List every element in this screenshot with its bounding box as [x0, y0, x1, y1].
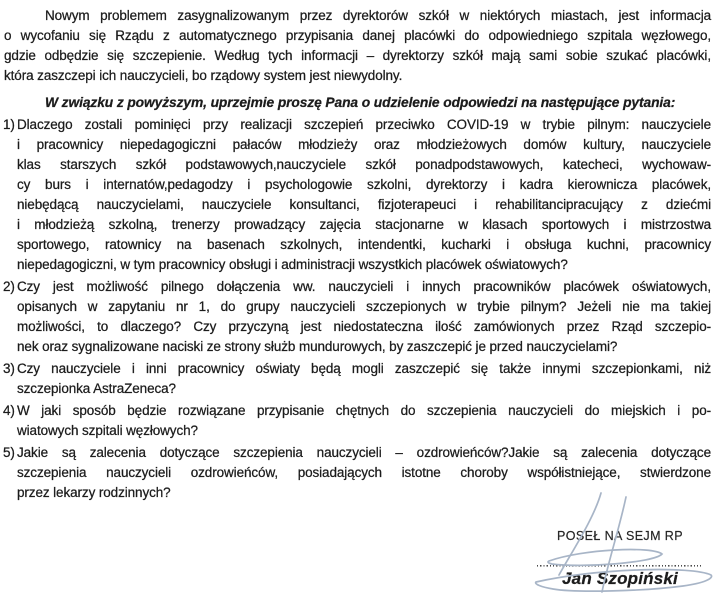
question-number: 1) [3, 117, 15, 132]
signature-title: POSEŁ NA SEJM RP [557, 529, 683, 543]
signature-name: Jan Szopiński [562, 569, 678, 588]
question-number: 5) [3, 445, 15, 460]
questions-list [4, 115, 711, 503]
question-number: 4) [3, 403, 15, 418]
question-text: Czy jest możliwość pilnego dołączenia ww. nauczycieli i innych pracowników placówek oświatowych, opisanych w zapytaniu nr 1, do grupy nauczycieli szczepionych w trybie pilnym? Jeżeli nie ma takiej możliwości, to dlaczego? Czy przyczyną jest niedostateczna ilość zamówionych przez Rząd szczepio- nek oraz sygnalizowane naciski ze strony służb mundurowych, by zaszczepić je przed nauczycielami? [17, 279, 711, 354]
question-number: 3) [3, 361, 15, 376]
question-item [4, 359, 711, 399]
question-item [4, 443, 711, 503]
signature-block [537, 520, 703, 596]
question-text: Jakie są zalecenia dotyczące szczepienia nauczycieli – ozdrowieńców?Jakie są zalecenia dotyczące szczepienia nauczycieli ozdrowieńców, posiadających istotne choroby współistniejące, stwierdzone przez lekarzy rodzinnych? [17, 445, 711, 500]
question-item [4, 401, 711, 441]
question-item [4, 115, 711, 275]
intro-paragraph: Nowym problemem zasygnalizowanym przez dyrektorów szkół w niektórych miastach, jest informacja o wycofaniu się Rządu z automatycznego przypisania danej placówki do odpowiedniego szpitala węzłowego, gdzie odbędzie się szczepienie. Według tych informacji – dyrektorzy szkół mają sami sobie szukać placówki, która zaszczepi ich nauczycieli, bo rządowy system jest niewydolny. [4, 8, 711, 83]
signature-dotted-line [537, 565, 701, 567]
question-number: 2) [3, 279, 15, 294]
question-text: Czy nauczyciele i inni pracownicy oświaty będą mogli zaszczepić się także innymi szczepionkami, niż szczepionka AstraZeneca? [17, 361, 711, 396]
question-text: Dlaczego zostali pominięci przy realizacji szczepień przeciwko COVID-19 w trybie pilnym: nauczyciele i pracownicy niepedagogiczni pałaców młodzieży oraz młodzieżowych domów kultury, nauczyciele klas starszych szkół podstawowych,nauczyciele szkół ponadpodstawowych, katecheci, wychowaw- cy burs i internatów,pedagodzy i psychologowie szkolni, dyrektorzy i kadra kierownicza placówek, niebędącą nauczycielami, nauczyciele konsultanci, fizjoterapeuci i rehabilitancipracujący z dziećmi i młodzieżą szkolną, trenerzy prowadzący zajęcia stacjonarne w klasach sportowych i mistrzostwa sportowego, ratownicy na basenach szkolnych, intendentki, kucharki i obsługa kuchni, pracownicy niepedagogiczni, w tym pracownicy obsługi i administracji wszystkich placówek oświatowych? [17, 117, 711, 272]
question-text: W jaki sposób będzie rozwiązane przypisanie chętnych do szczepienia nauczycieli do miejskich i po- wiatowych szpitali węzłowych? [17, 403, 711, 438]
request-line: W związku z powyższym, uprzejmie proszę Pana o udzielenie odpowiedzi na następujące pytania: [45, 95, 676, 110]
question-item [4, 277, 711, 357]
